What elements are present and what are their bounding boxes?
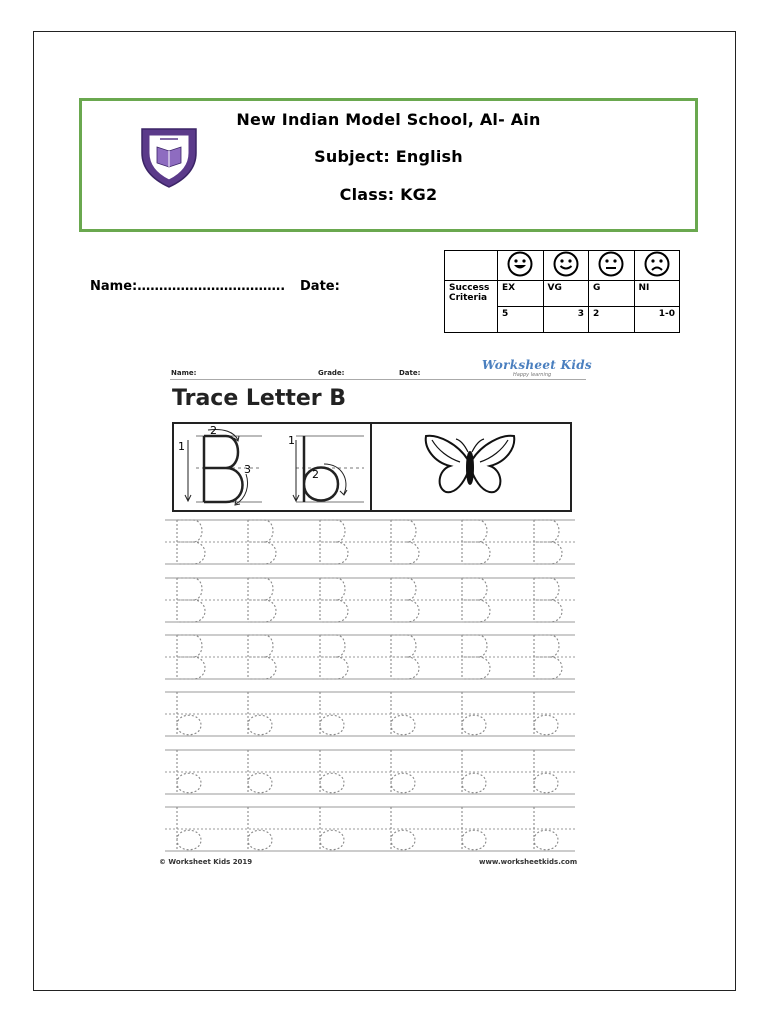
success-criteria-table bbox=[444, 250, 680, 333]
trace-letter[interactable] bbox=[320, 635, 348, 679]
worksheet-header-rule bbox=[170, 379, 586, 380]
worksheet-grade-label: Grade: bbox=[318, 369, 345, 377]
empty-cell bbox=[445, 251, 498, 281]
score-ni: 1-0 bbox=[634, 307, 680, 333]
score-vg: 3 bbox=[543, 307, 589, 333]
success-criteria-label: Success Criteria bbox=[445, 281, 498, 333]
lowercase-b-letter bbox=[304, 436, 338, 502]
trace-letter[interactable] bbox=[320, 520, 348, 564]
trace-letter[interactable] bbox=[248, 578, 276, 622]
butterfly-picture bbox=[420, 430, 520, 502]
trace-letter[interactable] bbox=[248, 807, 272, 851]
trace-letter[interactable] bbox=[320, 750, 344, 794]
trace-letter[interactable] bbox=[320, 578, 348, 622]
lowercase-stroke-2: 2 bbox=[312, 468, 319, 481]
level-row bbox=[445, 281, 680, 307]
lowercase-stroke-1: 1 bbox=[288, 434, 295, 447]
worksheet-title: Trace Letter B bbox=[172, 386, 347, 411]
date-field[interactable]: Date: bbox=[300, 279, 340, 294]
worksheet-footer-url: www.worksheetkids.com bbox=[479, 858, 578, 866]
trace-row-4[interactable] bbox=[165, 692, 575, 736]
uppercase-stroke-2: 2 bbox=[210, 424, 217, 437]
face-cell-vg bbox=[543, 251, 589, 281]
face-row bbox=[445, 251, 680, 281]
sad-face-icon bbox=[644, 251, 670, 277]
trace-letter[interactable] bbox=[320, 807, 344, 851]
worksheet-footer-copyright: © Worksheet Kids 2019 bbox=[159, 858, 253, 866]
subject-line: Subject: English bbox=[314, 147, 463, 166]
trace-row-3[interactable] bbox=[165, 635, 575, 679]
uppercase-b-letter bbox=[204, 436, 243, 502]
score-g: 2 bbox=[589, 307, 635, 333]
school-name: New Indian Model School, Al- Ain bbox=[236, 110, 541, 129]
trace-letter[interactable] bbox=[320, 692, 344, 736]
name-field[interactable]: Name:……………………………. bbox=[90, 279, 286, 294]
worksheet-name-label: Name: bbox=[171, 369, 197, 377]
level-ni: NI bbox=[634, 281, 680, 307]
trace-letter[interactable] bbox=[248, 635, 276, 679]
trace-letter[interactable] bbox=[248, 520, 276, 564]
trace-row-5[interactable] bbox=[165, 750, 575, 794]
class-line: Class: KG2 bbox=[339, 185, 438, 204]
level-vg: VG bbox=[543, 281, 589, 307]
letter-stroke-guide bbox=[174, 424, 370, 510]
uppercase-stroke-1: 1 bbox=[178, 440, 185, 453]
level-ex: EX bbox=[498, 281, 544, 307]
face-cell-ex bbox=[498, 251, 544, 281]
trace-letter[interactable] bbox=[248, 750, 272, 794]
very-happy-face-icon bbox=[507, 251, 533, 277]
worksheet-kids-tagline: Happy learning bbox=[513, 372, 552, 378]
trace-row-1[interactable] bbox=[165, 520, 575, 564]
face-cell-ni bbox=[634, 251, 680, 281]
trace-row-6[interactable] bbox=[165, 807, 575, 851]
happy-face-icon bbox=[553, 251, 579, 277]
worksheet-kids-logo: Worksheet Kids bbox=[482, 358, 592, 372]
face-cell-g bbox=[589, 251, 635, 281]
trace-row-2[interactable] bbox=[165, 578, 575, 622]
example-divider bbox=[370, 422, 372, 512]
tracing-practice-area bbox=[165, 515, 585, 855]
lowercase-stroke-arrows bbox=[293, 440, 347, 501]
worksheet-date-label: Date: bbox=[399, 369, 421, 377]
neutral-face-icon bbox=[598, 251, 624, 277]
trace-letter[interactable] bbox=[248, 692, 272, 736]
level-g: G bbox=[589, 281, 635, 307]
uppercase-stroke-3: 3 bbox=[244, 463, 251, 476]
score-ex: 5 bbox=[498, 307, 544, 333]
